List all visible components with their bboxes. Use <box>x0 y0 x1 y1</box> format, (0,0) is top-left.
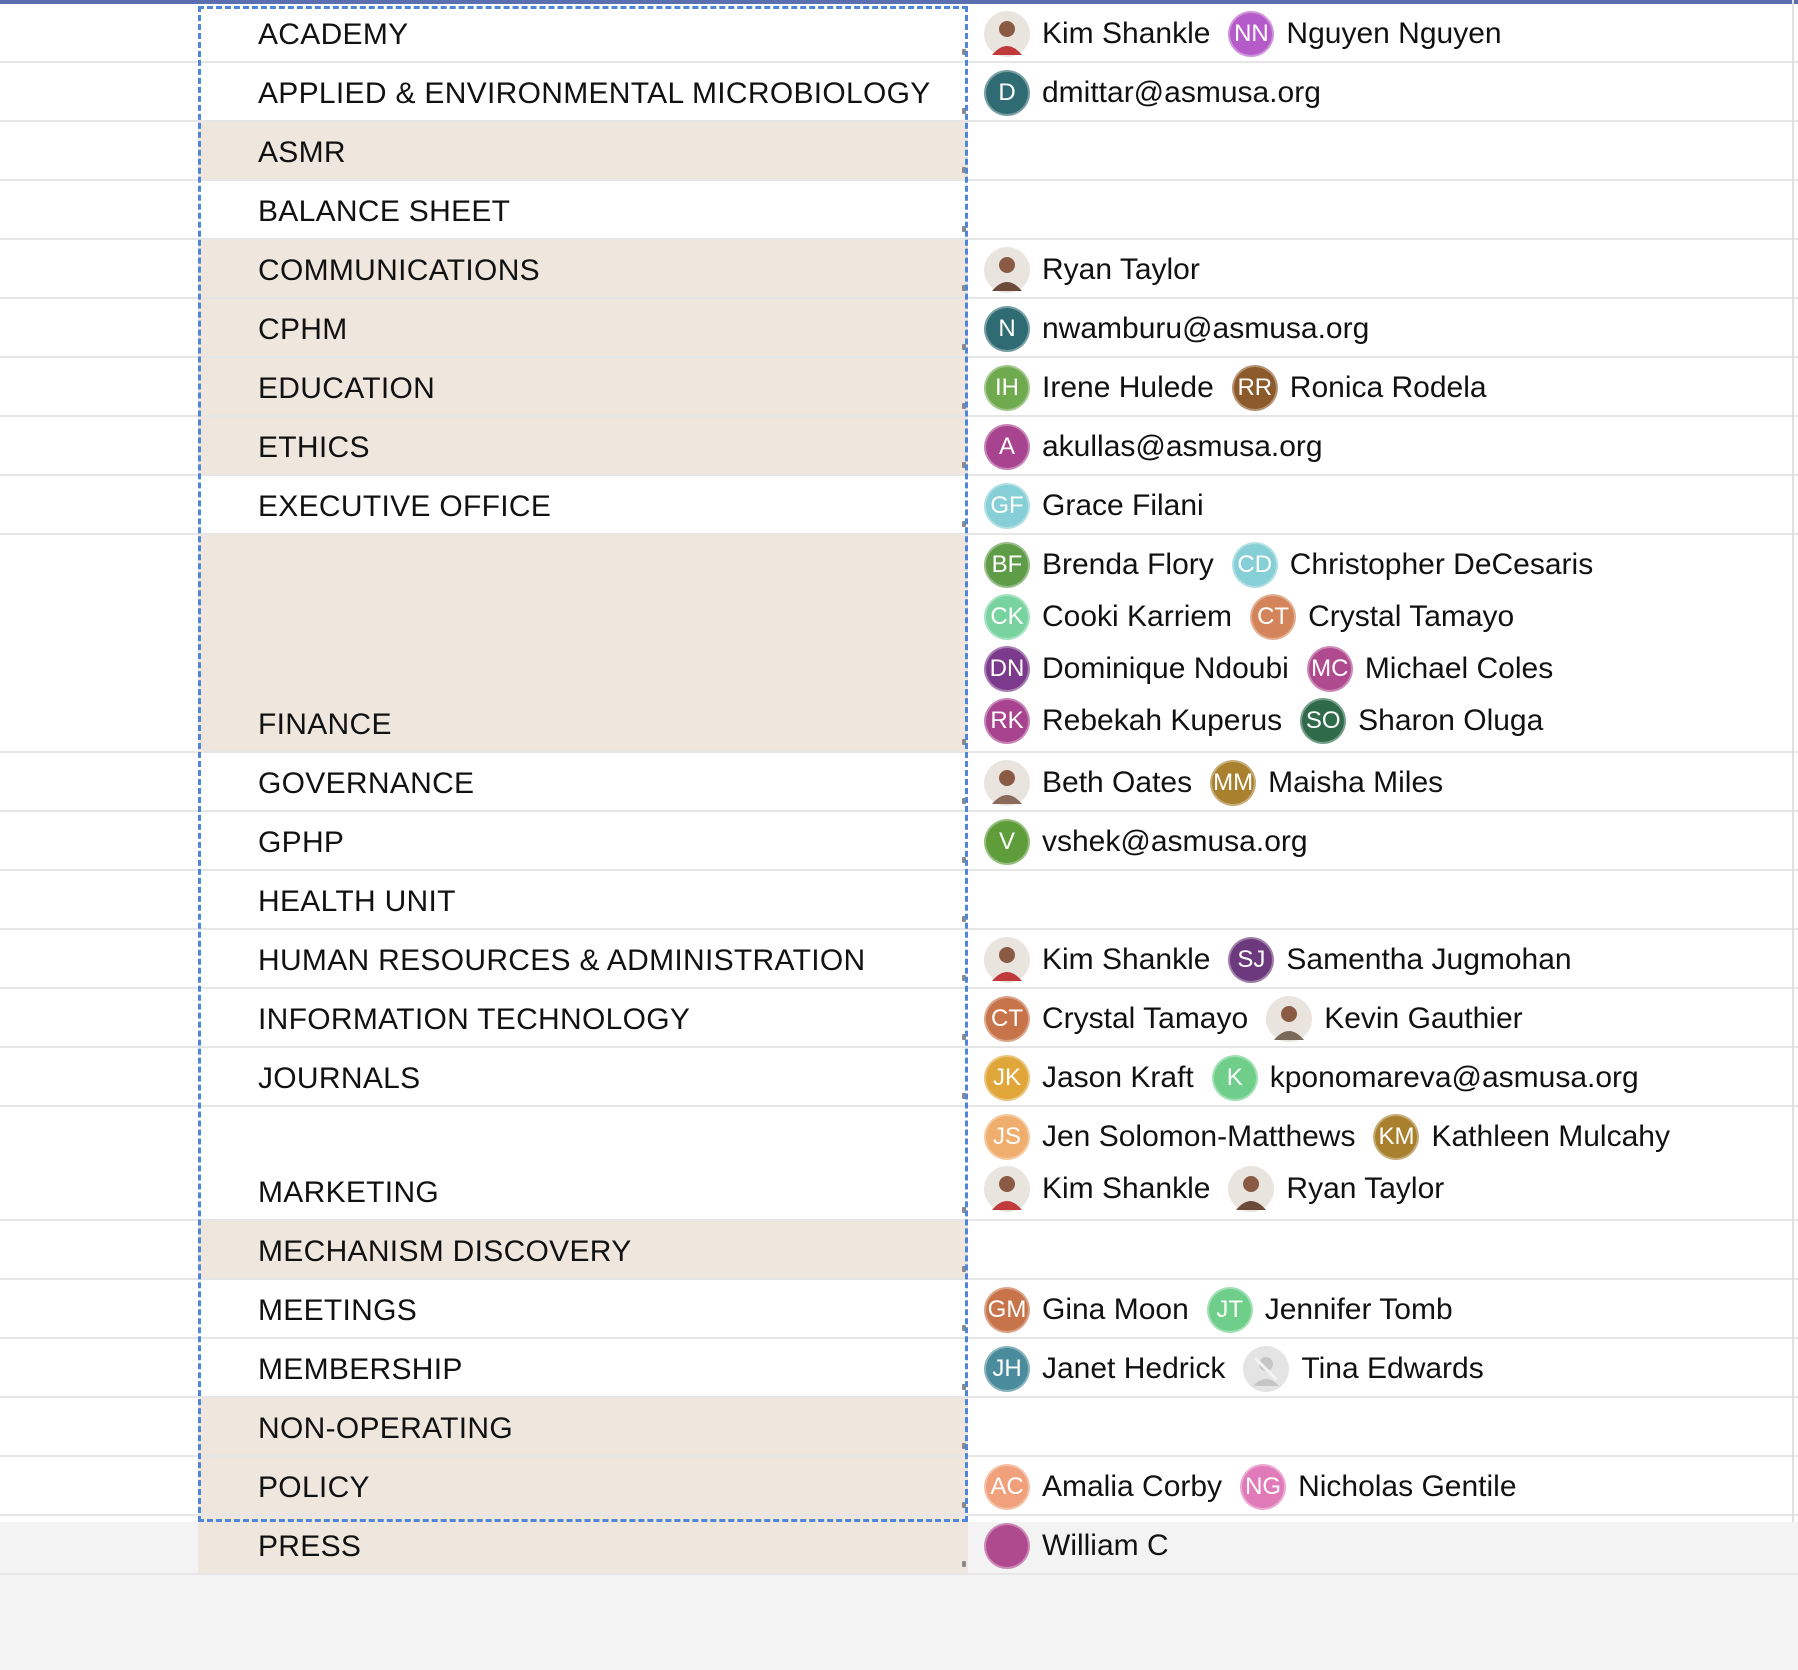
row-cell-empty[interactable] <box>0 4 198 61</box>
cell-resize-handle[interactable] <box>962 857 966 863</box>
person-chip[interactable] <box>984 542 1214 588</box>
department-cell[interactable] <box>198 181 968 238</box>
person-photo-icon <box>1266 996 1312 1042</box>
person-chip[interactable] <box>984 483 1204 529</box>
table-row[interactable] <box>0 63 1798 122</box>
cell-resize-handle[interactable] <box>962 344 966 350</box>
person-chip[interactable] <box>1232 365 1487 411</box>
avatar: N <box>984 306 1030 352</box>
avatar: V <box>984 819 1030 865</box>
avatar <box>984 1523 1030 1569</box>
person-name: Jason Kraft <box>1042 1061 1194 1094</box>
table-row[interactable] <box>0 930 1798 989</box>
table-row[interactable] <box>0 1048 1798 1107</box>
people-cell[interactable] <box>968 63 1798 120</box>
avatar: JH <box>984 1346 1030 1392</box>
cell-resize-handle[interactable] <box>962 226 966 232</box>
table-row[interactable] <box>0 4 1798 63</box>
department-cell[interactable] <box>198 1280 968 1337</box>
department-name: JOURNALS <box>258 1062 421 1095</box>
cell-resize-handle[interactable] <box>962 1384 966 1390</box>
people-cell[interactable] <box>968 1221 1798 1278</box>
avatar: AC <box>984 1464 1030 1510</box>
person-chip[interactable] <box>984 1055 1194 1101</box>
person-chip[interactable] <box>984 698 1282 744</box>
person-chip[interactable] <box>984 594 1232 640</box>
row-cell-empty[interactable] <box>0 930 198 987</box>
table-row[interactable] <box>0 358 1798 417</box>
table-body <box>0 4 1798 1575</box>
cell-resize-handle[interactable] <box>962 521 966 527</box>
row-cell-empty[interactable] <box>0 1398 198 1455</box>
person-chip[interactable] <box>1307 646 1553 692</box>
department-name: ACADEMY <box>258 18 409 51</box>
person-chip[interactable] <box>984 424 1323 470</box>
cell-resize-handle[interactable] <box>962 916 966 922</box>
person-chip[interactable] <box>984 1523 1169 1569</box>
people-cell[interactable] <box>968 1398 1798 1455</box>
person-chip[interactable] <box>984 1346 1225 1392</box>
row-cell-empty[interactable] <box>0 1339 198 1396</box>
avatar: MC <box>1307 646 1353 692</box>
department-cell[interactable] <box>198 4 968 61</box>
department-cell[interactable] <box>198 1398 968 1455</box>
person-chip[interactable] <box>1207 1287 1453 1333</box>
avatar: GF <box>984 483 1030 529</box>
person-chip[interactable] <box>984 1464 1222 1510</box>
department-name: FINANCE <box>258 708 392 741</box>
person-chip[interactable] <box>984 937 1210 983</box>
people-cell[interactable] <box>968 1457 1798 1514</box>
department-name: MEETINGS <box>258 1294 418 1327</box>
person-chip[interactable] <box>984 996 1248 1042</box>
avatar <box>1228 1166 1274 1212</box>
cell-resize-handle[interactable] <box>962 462 966 468</box>
avatar: MM <box>1210 760 1256 806</box>
people-cell[interactable] <box>968 181 1798 238</box>
department-cell[interactable] <box>198 535 968 751</box>
person-photo-icon <box>984 760 1030 806</box>
person-chip[interactable] <box>984 1166 1210 1212</box>
avatar: JT <box>1207 1287 1253 1333</box>
department-name: COMMUNICATIONS <box>258 254 540 287</box>
department-cell[interactable] <box>198 1221 968 1278</box>
avatar: DN <box>984 646 1030 692</box>
department-name: HUMAN RESOURCES & ADMINISTRATION <box>258 944 866 977</box>
person-chip[interactable] <box>984 646 1289 692</box>
person-chip[interactable] <box>1228 937 1571 983</box>
row-cell-empty[interactable] <box>0 476 198 533</box>
person-name: Kim Shankle <box>1042 17 1211 50</box>
table-row[interactable] <box>0 989 1798 1048</box>
row-cell-empty[interactable] <box>0 753 198 810</box>
avatar <box>984 937 1030 983</box>
people-cell[interactable] <box>968 299 1798 356</box>
avatar: RK <box>984 698 1030 744</box>
person-photo-icon <box>1228 1166 1274 1212</box>
table-row[interactable] <box>0 181 1798 240</box>
department-cell[interactable] <box>198 240 968 297</box>
department-cell[interactable] <box>198 476 968 533</box>
avatar: SJ <box>1228 937 1274 983</box>
department-name: GOVERNANCE <box>258 767 475 800</box>
avatar: CT <box>984 996 1030 1042</box>
avatar <box>1243 1346 1289 1392</box>
department-cell[interactable] <box>198 1048 968 1105</box>
department-cell[interactable] <box>198 1457 968 1514</box>
person-photo-icon <box>984 11 1030 57</box>
person-name: Amalia Corby <box>1042 1470 1223 1503</box>
person-chip[interactable] <box>1243 1346 1483 1392</box>
cell-resize-handle[interactable] <box>962 1561 966 1567</box>
avatar: JK <box>984 1055 1030 1101</box>
avatar: NG <box>1240 1464 1286 1510</box>
person-name: Brenda Flory <box>1042 548 1214 581</box>
department-cell[interactable] <box>198 122 968 179</box>
avatar: CT <box>1250 594 1296 640</box>
table-row[interactable] <box>0 476 1798 535</box>
row-cell-empty[interactable] <box>0 989 198 1046</box>
cell-resize-handle[interactable] <box>962 975 966 981</box>
person-name: Christopher DeCesaris <box>1289 548 1594 581</box>
row-cell-empty[interactable] <box>0 1048 198 1105</box>
person-name: Dominique Ndoubi <box>1042 652 1289 685</box>
cell-resize-handle[interactable] <box>962 1034 966 1040</box>
row-cell-empty[interactable] <box>0 1107 198 1219</box>
department-cell[interactable] <box>198 417 968 474</box>
cell-resize-handle[interactable] <box>962 285 966 291</box>
person-name: Michael Coles <box>1364 652 1554 685</box>
avatar: CD <box>1232 542 1278 588</box>
avatar: A <box>984 424 1030 470</box>
department-cell[interactable] <box>198 871 968 928</box>
people-cell[interactable] <box>968 1048 1798 1105</box>
table-row[interactable] <box>0 1339 1798 1398</box>
avatar: NN <box>1228 11 1274 57</box>
people-cell[interactable] <box>968 358 1798 415</box>
row-cell-empty[interactable] <box>0 417 198 474</box>
person-name: Grace Filani <box>1042 489 1204 522</box>
avatar: KM <box>1373 1114 1419 1160</box>
row-cell-empty[interactable] <box>0 1280 198 1337</box>
row-cell-empty[interactable] <box>0 122 198 179</box>
avatar <box>984 760 1030 806</box>
avatar: CK <box>984 594 1030 640</box>
people-cell[interactable] <box>968 812 1798 869</box>
person-chip[interactable] <box>1300 698 1543 744</box>
person-chip[interactable] <box>1232 542 1593 588</box>
people-cell[interactable] <box>968 4 1798 61</box>
avatar <box>984 1166 1030 1212</box>
cell-resize-handle[interactable] <box>962 403 966 409</box>
person-chip[interactable] <box>984 365 1214 411</box>
table-row[interactable] <box>0 812 1798 871</box>
cell-resize-handle[interactable] <box>962 1443 966 1449</box>
person-name: Tina Edwards <box>1301 1352 1484 1385</box>
table-row[interactable] <box>0 753 1798 812</box>
person-name: Samentha Jugmohan <box>1286 943 1572 976</box>
department-cell[interactable] <box>198 299 968 356</box>
table-row[interactable] <box>0 417 1798 476</box>
people-cell[interactable] <box>968 417 1798 474</box>
table-row[interactable] <box>0 1398 1798 1457</box>
row-cell-empty[interactable] <box>0 299 198 356</box>
person-chip[interactable] <box>984 70 1321 116</box>
person-name: Cooki Karriem <box>1042 600 1233 633</box>
table-row[interactable] <box>0 299 1798 358</box>
person-name: Jennifer Tomb <box>1264 1293 1453 1326</box>
person-name: akullas@asmusa.org <box>1042 430 1323 463</box>
person-name: Maisha Miles <box>1268 766 1444 799</box>
people-cell[interactable] <box>968 753 1798 810</box>
table-row[interactable] <box>0 240 1798 299</box>
people-cell[interactable] <box>968 1107 1798 1219</box>
person-chip[interactable] <box>1210 760 1443 806</box>
person-name: Ryan Taylor <box>1286 1172 1445 1205</box>
avatar <box>1266 996 1312 1042</box>
person-chip[interactable] <box>984 306 1369 352</box>
avatar: K <box>1212 1055 1258 1101</box>
no-avatar-icon <box>1243 1346 1289 1392</box>
avatar <box>984 11 1030 57</box>
person-chip[interactable] <box>1373 1114 1669 1160</box>
people-cell[interactable] <box>968 240 1798 297</box>
person-name: Kathleen Mulcahy <box>1431 1120 1670 1153</box>
cell-resize-handle[interactable] <box>962 1093 966 1099</box>
grid-line <box>1792 0 1794 1522</box>
people-cell[interactable] <box>968 1280 1798 1337</box>
person-photo-icon <box>984 937 1030 983</box>
row-cell-empty[interactable] <box>0 63 198 120</box>
department-name: MARKETING <box>258 1176 440 1209</box>
people-cell[interactable] <box>968 871 1798 928</box>
person-chip[interactable] <box>984 819 1308 865</box>
row-cell-empty[interactable] <box>0 240 198 297</box>
person-name: Kim Shankle <box>1042 943 1211 976</box>
department-cell[interactable] <box>198 63 968 120</box>
table-row[interactable] <box>0 1280 1798 1339</box>
person-name: Ryan Taylor <box>1042 253 1200 286</box>
cell-resize-handle[interactable] <box>962 108 966 114</box>
row-cell-empty[interactable] <box>0 1457 198 1514</box>
table-row[interactable] <box>0 1516 1798 1575</box>
department-name: INFORMATION TECHNOLOGY <box>258 1003 691 1036</box>
department-cell[interactable] <box>198 812 968 869</box>
avatar: BF <box>984 542 1030 588</box>
department-name: ASMR <box>258 136 346 169</box>
person-name: Ronica Rodela <box>1289 371 1487 404</box>
person-chip[interactable] <box>984 1114 1355 1160</box>
person-name: vshek@asmusa.org <box>1042 825 1308 858</box>
row-cell-empty[interactable] <box>0 535 198 751</box>
avatar: SO <box>1300 698 1346 744</box>
person-chip[interactable] <box>1212 1055 1639 1101</box>
row-cell-empty[interactable] <box>0 181 198 238</box>
table-row[interactable] <box>0 122 1798 181</box>
department-name: EDUCATION <box>258 372 436 405</box>
person-name: Sharon Oluga <box>1358 704 1544 737</box>
department-name: HEALTH UNIT <box>258 885 456 918</box>
avatar: JS <box>984 1114 1030 1160</box>
person-name: Gina Moon <box>1042 1293 1189 1326</box>
cell-resize-handle[interactable] <box>962 1266 966 1272</box>
person-chip[interactable] <box>984 11 1210 57</box>
row-cell-empty[interactable] <box>0 812 198 869</box>
person-name: dmittar@asmusa.org <box>1042 76 1321 109</box>
people-cell[interactable] <box>968 535 1798 751</box>
department-name: POLICY <box>258 1471 370 1504</box>
person-chip[interactable] <box>1266 996 1522 1042</box>
row-cell-empty[interactable] <box>0 1221 198 1278</box>
table-row[interactable] <box>0 871 1798 930</box>
person-photo-icon <box>984 247 1030 293</box>
person-chip[interactable] <box>984 1287 1189 1333</box>
avatar: D <box>984 70 1030 116</box>
avatar: RR <box>1232 365 1278 411</box>
cell-resize-handle[interactable] <box>962 739 966 745</box>
department-cell[interactable] <box>198 1107 968 1219</box>
row-cell-empty[interactable] <box>0 871 198 928</box>
people-cell[interactable] <box>968 122 1798 179</box>
cell-resize-handle[interactable] <box>962 167 966 173</box>
department-name: MEMBERSHIP <box>258 1353 463 1386</box>
cell-resize-handle[interactable] <box>962 798 966 804</box>
person-name: Rebekah Kuperus <box>1042 704 1283 737</box>
people-cell[interactable] <box>968 1339 1798 1396</box>
people-cell[interactable] <box>968 1516 1798 1573</box>
department-cell[interactable] <box>198 358 968 415</box>
department-name: CPHM <box>258 313 348 346</box>
person-name: Nguyen Nguyen <box>1286 17 1502 50</box>
row-cell-empty[interactable] <box>0 1516 198 1573</box>
department-name: BALANCE SHEET <box>258 195 511 228</box>
person-chip[interactable] <box>1250 594 1514 640</box>
person-photo-icon <box>984 1166 1030 1212</box>
table-row[interactable] <box>0 535 1798 753</box>
person-name: Kim Shankle <box>1042 1172 1211 1205</box>
people-cell[interactable] <box>968 989 1798 1046</box>
person-name: Jen Solomon-Matthews <box>1042 1120 1356 1153</box>
person-chip[interactable] <box>1240 1464 1516 1510</box>
person-name: Crystal Tamayo <box>1308 600 1515 633</box>
department-cell[interactable] <box>198 1339 968 1396</box>
department-name: GPHP <box>258 826 345 859</box>
person-chip[interactable] <box>984 247 1200 293</box>
cell-resize-handle[interactable] <box>962 1325 966 1331</box>
department-cell[interactable] <box>198 1516 968 1573</box>
department-cell[interactable] <box>198 753 968 810</box>
department-name: NON-OPERATING <box>258 1412 514 1445</box>
cell-resize-handle[interactable] <box>962 49 966 55</box>
people-cell[interactable] <box>968 930 1798 987</box>
person-name: Beth Oates <box>1042 766 1193 799</box>
person-name: Irene Hulede <box>1042 371 1214 404</box>
department-name: EXECUTIVE OFFICE <box>258 490 552 523</box>
person-name: Kevin Gauthier <box>1324 1002 1523 1035</box>
person-name: nwamburu@asmusa.org <box>1042 312 1370 345</box>
people-cell[interactable] <box>968 476 1798 533</box>
person-chip[interactable] <box>1228 1166 1444 1212</box>
person-name: Nicholas Gentile <box>1298 1470 1517 1503</box>
table-row[interactable] <box>0 1107 1798 1221</box>
avatar: GM <box>984 1287 1030 1333</box>
department-cell[interactable] <box>198 930 968 987</box>
cell-resize-handle[interactable] <box>962 1502 966 1508</box>
person-name: William C <box>1042 1529 1169 1562</box>
person-chip[interactable] <box>1228 11 1501 57</box>
person-chip[interactable] <box>984 760 1192 806</box>
person-name: Crystal Tamayo <box>1042 1002 1249 1035</box>
department-name: APPLIED & ENVIRONMENTAL MICROBIOLOGY <box>258 77 931 110</box>
person-name: Janet Hedrick <box>1042 1352 1226 1385</box>
row-cell-empty[interactable] <box>0 358 198 415</box>
person-name: kponomareva@asmusa.org <box>1269 1061 1639 1094</box>
avatar <box>984 247 1030 293</box>
department-name: PRESS <box>258 1530 362 1563</box>
department-cell[interactable] <box>198 989 968 1046</box>
avatar: IH <box>984 365 1030 411</box>
table-row[interactable] <box>0 1457 1798 1516</box>
department-name: MECHANISM DISCOVERY <box>258 1235 632 1268</box>
department-name: ETHICS <box>258 431 370 464</box>
cell-resize-handle[interactable] <box>962 1207 966 1213</box>
table-row[interactable] <box>0 1221 1798 1280</box>
